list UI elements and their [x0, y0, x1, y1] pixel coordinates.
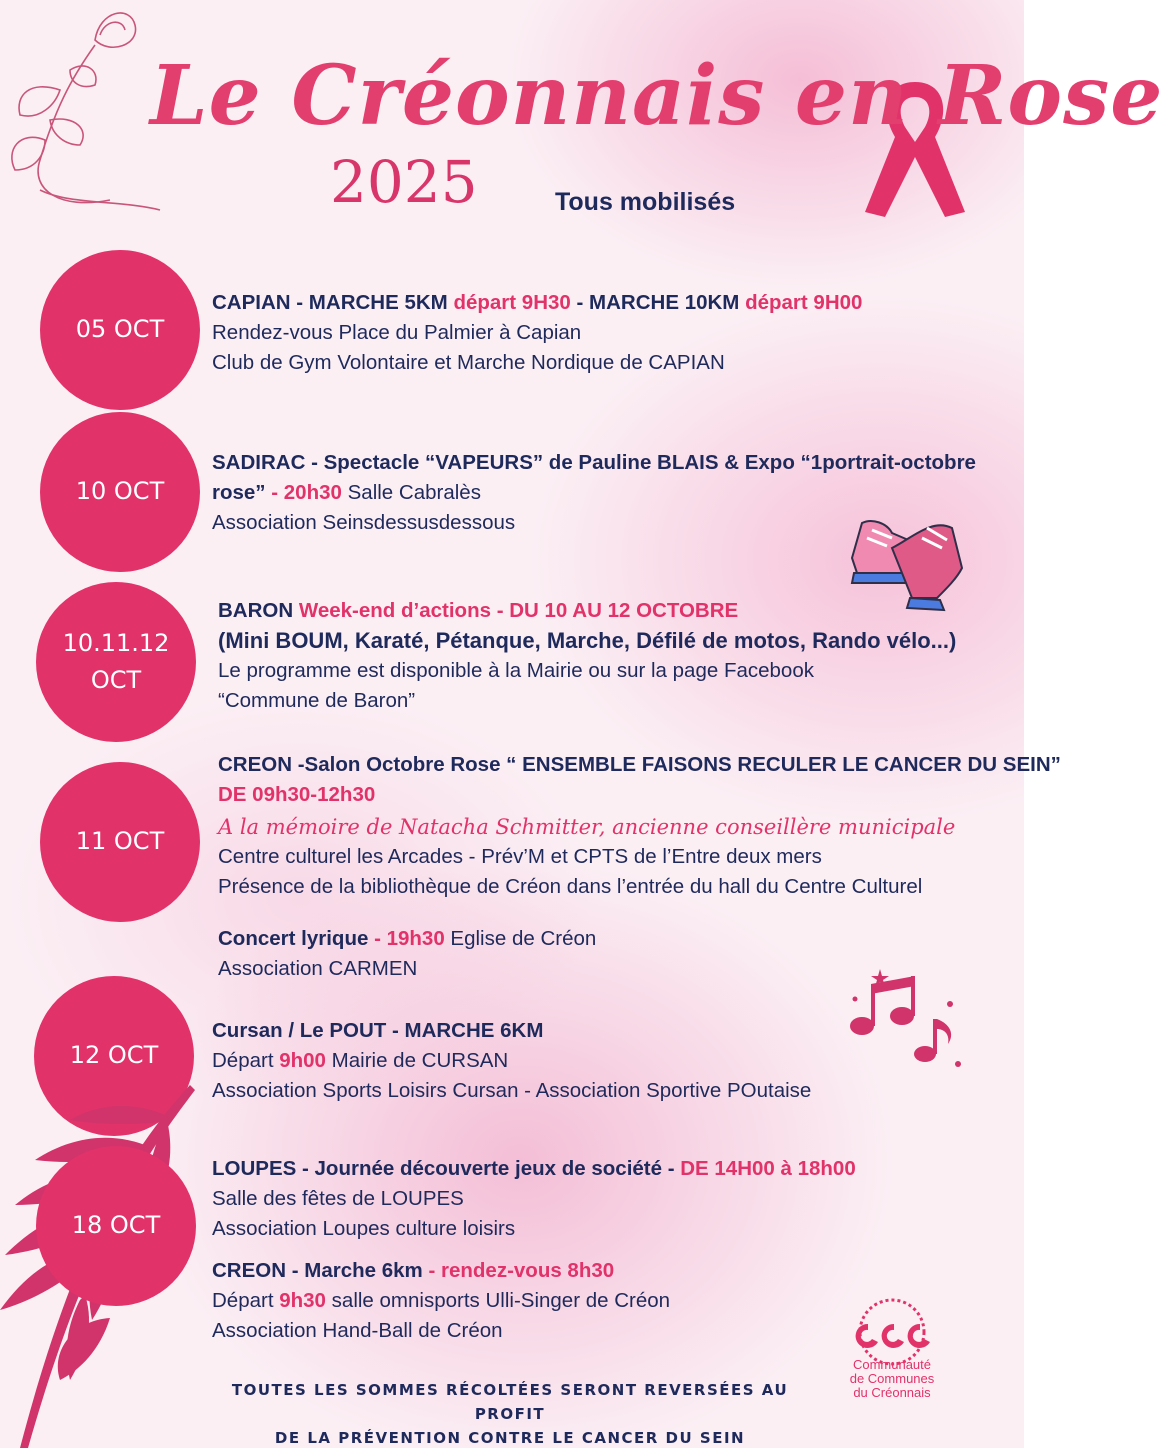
date-label: 12 OCT: [69, 1041, 159, 1070]
event-organizer: Club de Gym Volontaire et Marche Nordique de CAPIAN: [212, 351, 725, 374]
event-organizer-2: Association Hand-Ball de Créon: [212, 1319, 503, 1342]
event-headline: CAPIAN - MARCHE 5KM départ 9H30 - MARCHE 10KM départ 9H00: [212, 291, 863, 314]
date-label: 05 OCT: [75, 315, 165, 344]
date-badge-18-oct: [36, 1146, 196, 1306]
event-cursan: [212, 1016, 811, 1106]
date-badge-05-oct: [40, 250, 200, 410]
event-organizer: Association Sports Loisirs Cursan - Association Sportive POutaise: [212, 1079, 812, 1102]
event-departure: Départ 9h30 salle omnisports Ulli-Singer de Créon: [212, 1289, 671, 1312]
event-info: Le programme est disponible à la Mairie ou sur la page Facebook: [218, 659, 814, 682]
footer-note: [200, 1378, 820, 1450]
event-departure: Départ 9h00 Mairie de CURSAN: [212, 1049, 509, 1072]
date-badge-10-oct: [40, 412, 200, 572]
ccc-logo-icon: [822, 1296, 962, 1358]
footer-line-1: TOUTES LES SOMMES RÉCOLTÉES SERONT REVERSÉES AU PROFIT: [231, 1381, 789, 1423]
event-loupes: [212, 1154, 856, 1346]
event-info: Présence de la bibliothèque de Créon dans l’entrée du hall du Centre Culturel: [218, 875, 923, 898]
year: 2025: [330, 148, 478, 216]
date-label: 10.11.12 OCT: [62, 628, 170, 694]
event-activities: (Mini BOUM, Karaté, Pétanque, Marche, Défilé de motos, Rando vélo...): [218, 628, 957, 653]
date-badge-11-oct: [40, 762, 200, 922]
event-location: Centre culturel les Arcades - Prév’M et CPTS de l’Entre deux mers: [218, 845, 822, 868]
date-label: 11 OCT: [75, 827, 165, 856]
ccc-logo: [822, 1296, 962, 1416]
event-location: Salle des fêtes de LOUPES: [212, 1187, 464, 1210]
event-organizer: Association CARMEN: [218, 957, 418, 980]
event-organizer: Association Seinsdessusdessous: [212, 511, 516, 534]
footer-line-2: DE LA PRÉVENTION CONTRE LE CANCER DU SEIN: [274, 1429, 746, 1447]
event-headline: LOUPES - Journée découverte jeux de société - DE 14H00 à 18h00: [212, 1157, 856, 1180]
date-badge-10-11-12-oct: [36, 582, 196, 742]
event-info-2: “Commune de Baron”: [218, 689, 416, 712]
event-headline: CREON -Salon Octobre Rose “ ENSEMBLE FAISONS RECULER LE CANCER DU SEIN”: [218, 753, 1061, 776]
tagline: Tous mobilisés: [555, 188, 736, 216]
event-creon-walk: CREON - Marche 6km - rendez-vous 8h30: [212, 1259, 615, 1282]
ccc-logo-text: Communauté de Communes du Créonnais: [849, 1357, 935, 1400]
event-capian: [212, 288, 862, 378]
event-location: Rendez-vous Place du Palmier à Capian: [212, 321, 582, 344]
event-tribute: A la mémoire de Natacha Schmitter, ancienne conseillère municipale: [218, 815, 956, 839]
event-organizer: Association Loupes culture loisirs: [212, 1217, 516, 1240]
event-headline: SADIRAC - Spectacle “VAPEURS” de Pauline BLAIS & Expo “1portrait-octobre: [212, 451, 976, 474]
event-headline: Cursan / Le POUT - MARCHE 6KM: [212, 1019, 544, 1042]
event-creon-salon: [218, 750, 1061, 984]
date-label: 10 OCT: [75, 477, 165, 506]
music-notes-icon: [840, 964, 970, 1084]
event-baron: [218, 596, 956, 716]
event-headline: BARON Week-end d’actions - DU 10 AU 12 OCTOBRE: [218, 599, 739, 622]
event-time: DE 09h30-12h30: [218, 783, 376, 806]
date-label: 18 OCT: [71, 1211, 161, 1240]
event-concert: Concert lyrique - 19h30 Eglise de Créon: [218, 927, 597, 950]
event-time-place: rose” - 20h30 Salle Cabralès: [212, 481, 481, 504]
page-title: Le Créonnais en Rose: [150, 48, 1163, 144]
